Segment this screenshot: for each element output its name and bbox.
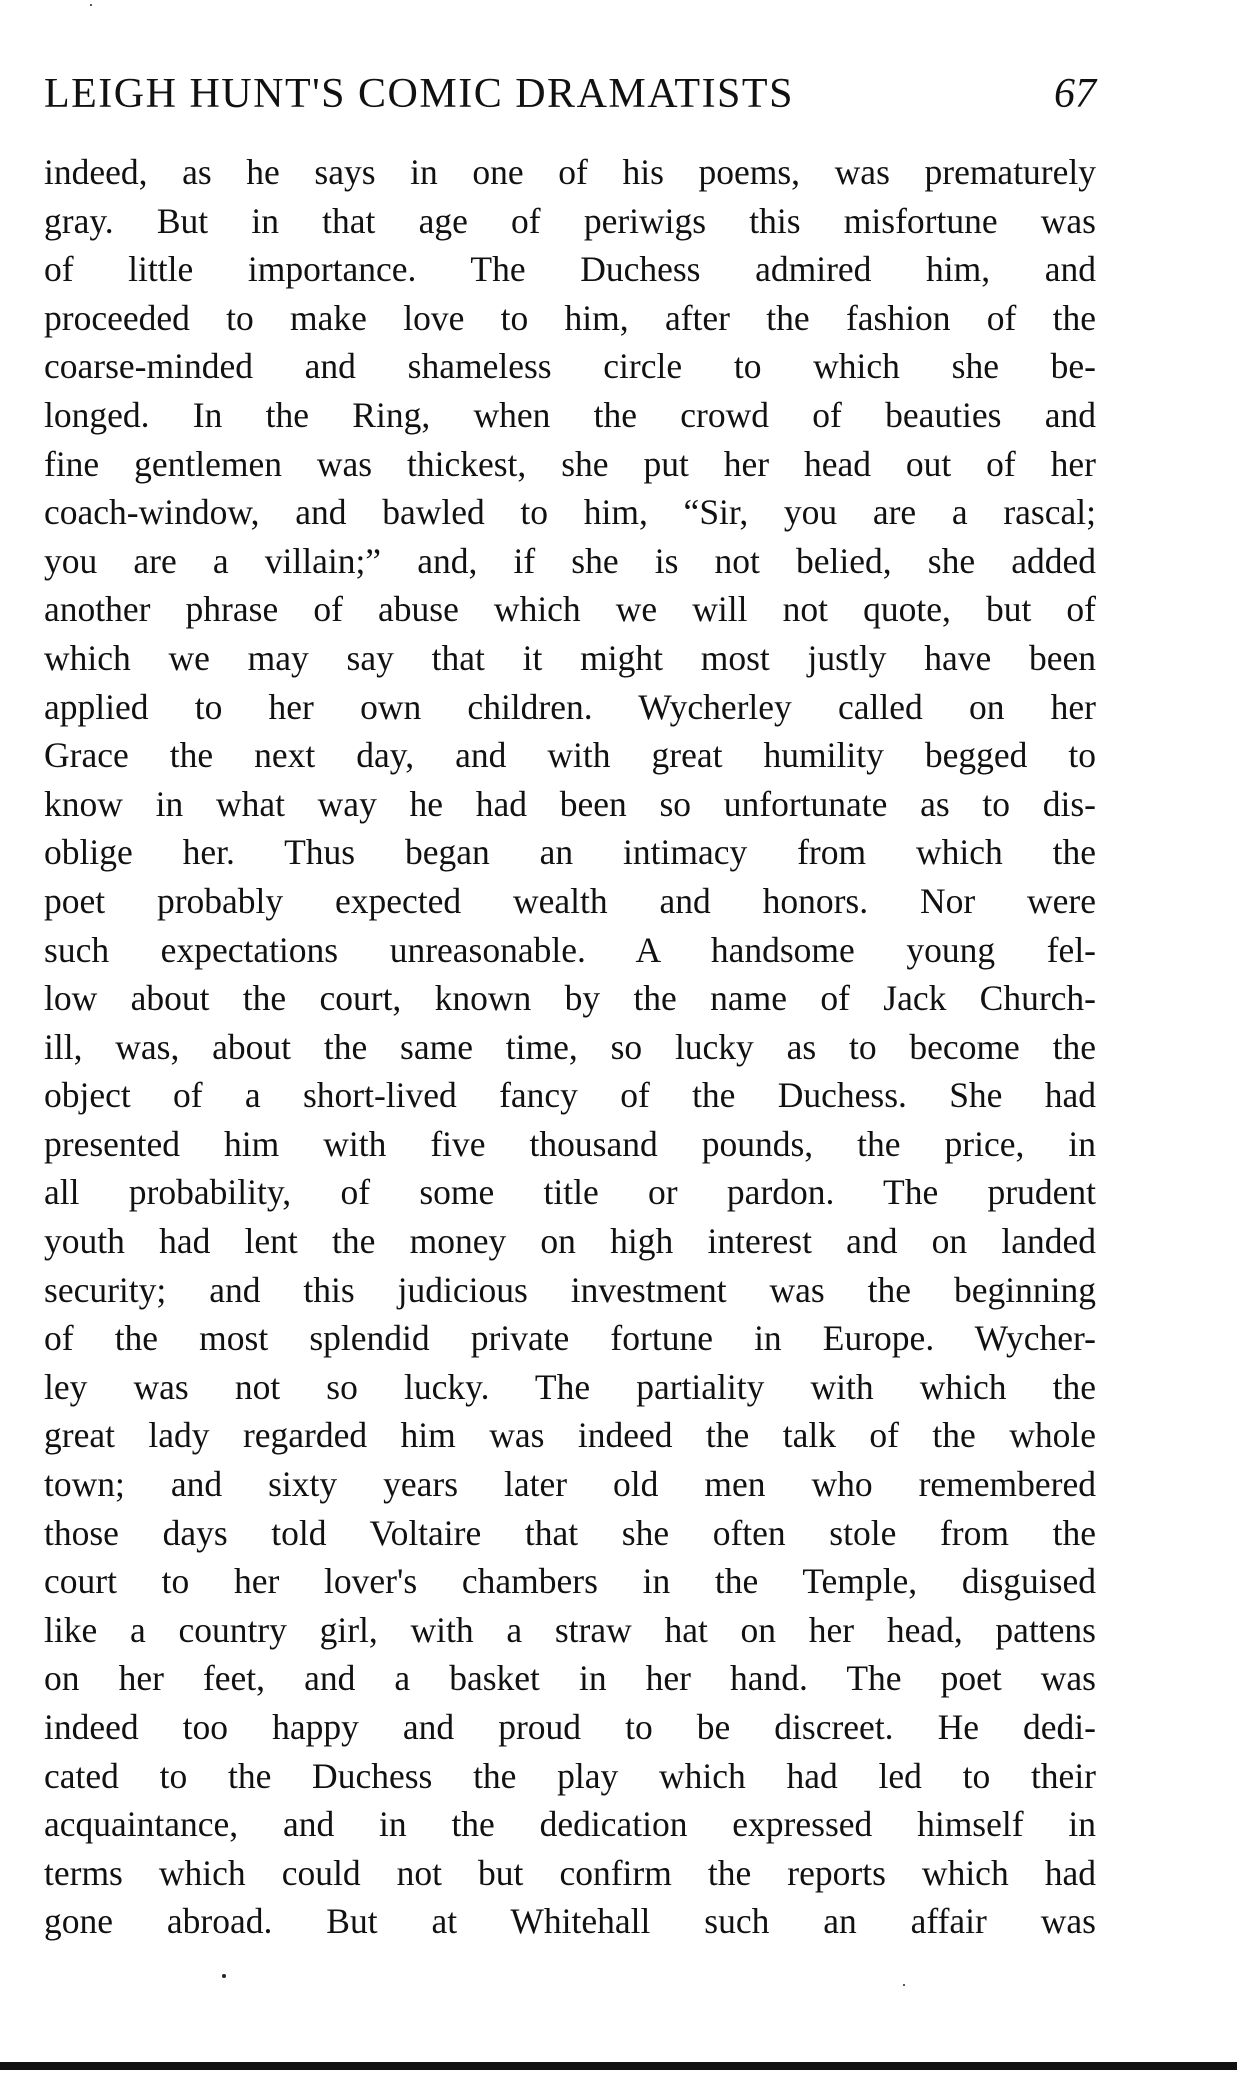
text-line: coarse-minded and shameless circle to which she be-: [44, 346, 1096, 387]
text-line: which we may say that it might most justly have been: [44, 637, 1096, 678]
text-line: indeed, as he says in one of his poems, was prematurely: [44, 152, 1096, 192]
text-line: fine gentlemen was thickest, she put her head out of her: [44, 443, 1096, 484]
text-line: like a country girl, with a straw hat on her head, pattens: [44, 1609, 1096, 1650]
text-line: on her feet, and a basket in her hand. The poet was: [44, 1658, 1096, 1699]
text-line: presented him with five thousand pounds, the price, in: [44, 1123, 1096, 1164]
text-line: know in what way he had been so unfortunate as to dis-: [44, 783, 1096, 824]
text-line: of little importance. The Duchess admired him, and: [44, 249, 1096, 290]
text-line: terms which could not but confirm the reports which had: [44, 1852, 1096, 1893]
text-line: proceeded to make love to him, after the fashion of the: [44, 297, 1096, 338]
text-line: all probability, of some title or pardon. The prudent: [44, 1172, 1096, 1213]
text-line: great lady regarded him was indeed the talk of the whole: [44, 1415, 1096, 1456]
text-line: gone abroad. But at Whitehall such an affair was: [44, 1901, 1096, 1942]
text-line: oblige her. Thus began an intimacy from which the: [44, 832, 1096, 873]
text-line: ley was not so lucky. The partiality with which the: [44, 1366, 1096, 1407]
text-line: object of a short-lived fancy of the Duchess. She had: [44, 1075, 1096, 1116]
text-line: security; and this judicious investment was the beginning: [44, 1269, 1096, 1310]
print-speck: [222, 1974, 226, 1978]
bottom-border: [0, 2062, 1237, 2070]
print-speck: [903, 1984, 905, 1986]
text-line: Grace the next day, and with great humility begged to: [44, 735, 1096, 776]
text-line: court to her lover's chambers in the Temple, disguised: [44, 1561, 1096, 1602]
text-line: coach-window, and bawled to him, “Sir, you are a rascal;: [44, 492, 1096, 533]
text-line: ill, was, about the same time, so lucky as to become the: [44, 1026, 1096, 1067]
text-line: applied to her own children. Wycherley called on her: [44, 686, 1096, 727]
body-text: [44, 148, 1096, 1946]
text-line: those days told Voltaire that she often stole from the: [44, 1512, 1096, 1553]
text-line: longed. In the Ring, when the crowd of beauties and: [44, 394, 1096, 435]
text-line: acquaintance, and in the dedication expressed himself in: [44, 1804, 1096, 1845]
page-header: [44, 64, 1096, 124]
text-line: of the most splendid private fortune in Europe. Wycher-: [44, 1318, 1096, 1359]
text-line: gray. But in that age of periwigs this misfortune was: [44, 200, 1096, 241]
page-number: 67: [1054, 71, 1096, 117]
text-line: cated to the Duchess the play which had led to their: [44, 1755, 1096, 1796]
text-line: poet probably expected wealth and honors. Nor were: [44, 880, 1096, 921]
running-head: LEIGH HUNT'S COMIC DRAMATISTS: [44, 71, 794, 117]
text-line: indeed too happy and proud to be discreet. He dedi-: [44, 1707, 1096, 1747]
print-speck: [90, 4, 92, 6]
text-line: town; and sixty years later old men who remembered: [44, 1464, 1096, 1505]
text-line: you are a villain;” and, if she is not belied, she added: [44, 540, 1096, 581]
text-line: low about the court, known by the name of Jack Church-: [44, 978, 1096, 1019]
text-line: youth had lent the money on high interest and on landed: [44, 1221, 1096, 1262]
text-line: another phrase of abuse which we will not quote, but of: [44, 589, 1096, 630]
text-line: such expectations unreasonable. A handsome young fel-: [44, 929, 1096, 970]
